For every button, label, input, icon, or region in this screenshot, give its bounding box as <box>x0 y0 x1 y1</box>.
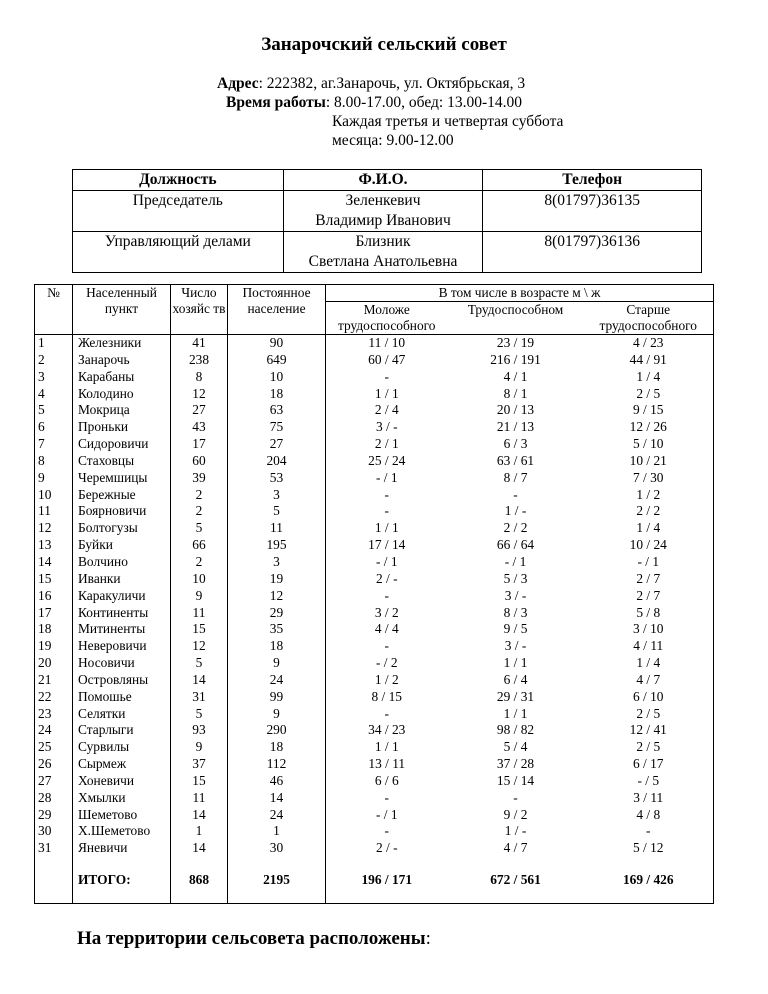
num-cell: 17 <box>35 605 73 622</box>
settlement-header: Населенный пункт <box>73 285 171 335</box>
name-cell: Близник Светлана Анатольевна <box>283 232 483 273</box>
settlement-cell: Черемшицы <box>73 470 171 487</box>
households-cell: 12 <box>171 638 228 655</box>
young-cell: - <box>384 823 389 839</box>
older-cell: 10 / 21 <box>584 453 714 470</box>
working-cell: - <box>513 789 518 805</box>
num-cell: 21 <box>35 672 73 689</box>
num-cell: 24 <box>35 722 73 739</box>
settlement-cell: Старлыги <box>73 722 171 739</box>
settlement-cell: Хоневичи <box>73 773 171 790</box>
young-cell: - / 2 <box>375 655 398 671</box>
num-cell: 18 <box>35 621 73 638</box>
households-cell: 14 <box>171 807 228 824</box>
table-row <box>35 386 714 403</box>
settlement-cell: Сурвилы <box>73 739 171 756</box>
young-header: Моложе трудоспособного <box>326 302 448 335</box>
young-cell: 60 / 47 <box>368 351 406 367</box>
households-cell: 5 <box>171 706 228 723</box>
phone-cell: 8(01797)36135 <box>483 191 702 232</box>
young-cell: 13 / 11 <box>368 756 406 772</box>
position-cell: Управляющий делами <box>73 232 284 273</box>
older-cell: 1 / 4 <box>584 520 714 537</box>
young-cell: - <box>384 705 389 721</box>
subheading-text: На территории сельсовета расположены <box>77 928 426 949</box>
working-cell: 29 / 31 <box>496 688 535 704</box>
working-cell: 8 / 1 <box>503 385 528 401</box>
section-subheading <box>77 928 431 950</box>
working-cell: 66 / 64 <box>496 537 535 553</box>
num-cell: 22 <box>35 689 73 706</box>
num-cell: 10 <box>35 487 73 504</box>
table-row <box>35 402 714 419</box>
older-cell: 12 / 41 <box>584 722 714 739</box>
settlement-cell: Буйки <box>73 537 171 554</box>
permanent-cell: 18 <box>228 638 326 655</box>
older-cell: 7 / 30 <box>584 470 714 487</box>
permanent-cell: 3 <box>228 487 326 504</box>
permanent-cell: 9 <box>228 655 326 672</box>
young-cell: 11 / 10 <box>368 335 406 350</box>
working-cell: - <box>513 486 518 502</box>
settlement-cell: Проньки <box>73 419 171 436</box>
num-cell: 15 <box>35 571 73 588</box>
young-cell: 2 / 4 <box>374 402 399 418</box>
households-cell: 43 <box>171 419 228 436</box>
table-row <box>35 487 714 504</box>
working-cell: 21 / 13 <box>496 419 535 435</box>
older-cell: 10 / 24 <box>584 537 714 554</box>
contacts-row <box>73 232 702 273</box>
settlement-cell: Помошье <box>73 689 171 706</box>
population-header-row <box>35 285 714 302</box>
older-cell: 2 / 5 <box>584 706 714 723</box>
working-cell: 37 / 28 <box>496 756 535 772</box>
num-cell: 5 <box>35 402 73 419</box>
households-cell: 11 <box>171 790 228 807</box>
table-row <box>35 503 714 520</box>
older-cell: 6 / 17 <box>584 756 714 773</box>
households-cell: 37 <box>171 756 228 773</box>
working-cell: 63 / 61 <box>496 452 535 468</box>
num-cell: 14 <box>35 554 73 571</box>
households-cell: 2 <box>171 503 228 520</box>
table-row <box>35 739 714 756</box>
households-cell: 10 <box>171 571 228 588</box>
num-cell: 29 <box>35 807 73 824</box>
settlement-cell: Носовичи <box>73 655 171 672</box>
working-cell: 1 / - <box>504 503 527 519</box>
num-cell: 8 <box>35 453 73 470</box>
working-cell: 8 / 3 <box>503 604 528 620</box>
older-cell: 44 / 91 <box>584 352 714 369</box>
table-row <box>35 840 714 857</box>
young-cell: 3 / 2 <box>374 604 399 620</box>
settlement-cell: ИТОГО: <box>73 857 171 904</box>
households-cell: 2 <box>171 554 228 571</box>
table-row <box>35 689 714 706</box>
older-cell: 2 / 7 <box>584 588 714 605</box>
table-row <box>35 436 714 453</box>
num-cell: 30 <box>35 823 73 840</box>
older-cell: 169 / 426 <box>584 857 714 904</box>
num-cell: 1 <box>35 335 73 352</box>
table-row <box>35 773 714 790</box>
settlement-cell: Неверовичи <box>73 638 171 655</box>
position-header: Должность <box>73 170 284 191</box>
young-cell: - <box>384 789 389 805</box>
young-cell: 6 / 6 <box>374 772 399 788</box>
settlement-cell: Стаховцы <box>73 453 171 470</box>
older-cell: 3 / 11 <box>584 790 714 807</box>
households-cell: 17 <box>171 436 228 453</box>
households-cell: 15 <box>171 621 228 638</box>
permanent-cell: 649 <box>228 352 326 369</box>
permanent-cell: 3 <box>228 554 326 571</box>
households-cell: 11 <box>171 605 228 622</box>
older-cell: 6 / 10 <box>584 689 714 706</box>
subheading-colon: : <box>425 928 431 949</box>
households-cell: 9 <box>171 588 228 605</box>
settlement-cell: Боярновичи <box>73 503 171 520</box>
table-row <box>35 537 714 554</box>
young-cell: 8 / 15 <box>371 688 402 704</box>
permanent-header: Постоянное население <box>228 285 326 335</box>
working-cell: - / 1 <box>504 553 527 569</box>
permanent-cell: 30 <box>228 840 326 857</box>
working-cell: 9 / 2 <box>503 806 528 822</box>
older-cell: 5 / 10 <box>584 436 714 453</box>
households-cell: 238 <box>171 352 228 369</box>
households-cell: 39 <box>171 470 228 487</box>
table-row <box>35 554 714 571</box>
older-cell: 12 / 26 <box>584 419 714 436</box>
households-cell: 5 <box>171 655 228 672</box>
older-cell: 1 / 4 <box>584 655 714 672</box>
phone-cell: 8(01797)36136 <box>483 232 702 273</box>
young-cell: - <box>384 638 389 654</box>
young-cell: - <box>384 368 389 384</box>
older-cell: 5 / 12 <box>584 840 714 857</box>
settlement-cell: Х.Шеметово <box>73 823 171 840</box>
num-cell: 19 <box>35 638 73 655</box>
permanent-cell: 90 <box>228 335 326 352</box>
working-cell: 6 / 3 <box>503 436 528 452</box>
saturday-line-2: месяца: 9.00-12.00 <box>332 132 454 149</box>
older-cell: - / 5 <box>584 773 714 790</box>
households-cell: 14 <box>171 840 228 857</box>
table-row <box>35 352 714 369</box>
permanent-cell: 9 <box>228 706 326 723</box>
working-cell: 9 / 5 <box>503 621 528 637</box>
permanent-cell: 195 <box>228 537 326 554</box>
older-cell: 2 / 2 <box>584 503 714 520</box>
num-cell: 20 <box>35 655 73 672</box>
settlement-cell: Яневичи <box>73 840 171 857</box>
working-cell: 98 / 82 <box>496 722 535 738</box>
contacts-header-row <box>73 170 702 191</box>
num-cell: 6 <box>35 419 73 436</box>
settlement-cell: Железники <box>73 335 171 352</box>
households-cell: 9 <box>171 739 228 756</box>
households-cell: 41 <box>171 335 228 352</box>
young-cell: 2 / - <box>375 570 398 586</box>
older-cell: 4 / 7 <box>584 672 714 689</box>
households-cell: 5 <box>171 520 228 537</box>
hours-value: : 8.00-17.00, обед: 13.00-14.00 <box>325 94 523 111</box>
older-cell: 2 / 7 <box>584 571 714 588</box>
table-row <box>35 419 714 436</box>
table-row <box>35 571 714 588</box>
settlement-cell: Волчино <box>73 554 171 571</box>
settlement-cell: Островляны <box>73 672 171 689</box>
older-cell: - / 1 <box>584 554 714 571</box>
older-cell: 1 / 2 <box>584 487 714 504</box>
table-row <box>35 756 714 773</box>
permanent-cell: 2195 <box>228 857 326 904</box>
address-value: : 222382, аг.Занарочь, ул. Октябрьская, 3 <box>258 75 526 92</box>
young-cell: 2 / - <box>375 840 398 856</box>
older-cell: 4 / 23 <box>584 335 714 352</box>
older-cell: 1 / 4 <box>584 369 714 386</box>
settlement-cell: Болтогузы <box>73 520 171 537</box>
working-cell: 1 / 1 <box>503 655 528 671</box>
page-title: Занарочский сельский совет <box>261 34 507 55</box>
permanent-cell: 99 <box>228 689 326 706</box>
position-cell: Председатель <box>73 191 284 232</box>
table-row <box>35 790 714 807</box>
population-table <box>34 284 714 904</box>
young-cell: 1 / 1 <box>374 385 399 401</box>
permanent-cell: 290 <box>228 722 326 739</box>
older-cell: 4 / 11 <box>584 638 714 655</box>
settlement-cell: Колодино <box>73 386 171 403</box>
num-cell: 4 <box>35 386 73 403</box>
settlement-cell: Хмылки <box>73 790 171 807</box>
permanent-cell: 29 <box>228 605 326 622</box>
working-cell: 4 / 1 <box>503 368 528 384</box>
households-cell: 66 <box>171 537 228 554</box>
settlement-cell: Митиненты <box>73 621 171 638</box>
permanent-cell: 24 <box>228 807 326 824</box>
working-cell: 672 / 561 <box>448 857 584 904</box>
working-cell: 15 / 14 <box>496 772 535 788</box>
permanent-cell: 46 <box>228 773 326 790</box>
table-row <box>35 369 714 386</box>
num-cell: 27 <box>35 773 73 790</box>
table-row <box>35 470 714 487</box>
table-row <box>35 823 714 840</box>
settlement-cell: Занарочь <box>73 352 171 369</box>
older-cell: - <box>584 823 714 840</box>
num-cell: 16 <box>35 588 73 605</box>
table-row <box>35 335 714 352</box>
settlement-cell: Иванки <box>73 571 171 588</box>
permanent-cell: 19 <box>228 571 326 588</box>
permanent-cell: 18 <box>228 739 326 756</box>
households-header: Число хозяйс тв <box>171 285 228 335</box>
young-cell: 1 / 2 <box>374 671 399 687</box>
table-row <box>35 807 714 824</box>
households-cell: 2 <box>171 487 228 504</box>
contacts-table <box>72 169 702 273</box>
households-cell: 27 <box>171 402 228 419</box>
table-row <box>35 621 714 638</box>
young-cell: 196 / 171 <box>326 857 448 904</box>
table-row <box>35 722 714 739</box>
young-cell: - <box>384 486 389 502</box>
permanent-cell: 11 <box>228 520 326 537</box>
permanent-cell: 18 <box>228 386 326 403</box>
table-row <box>35 453 714 470</box>
hours-label: Время работы <box>226 94 326 111</box>
permanent-cell: 14 <box>228 790 326 807</box>
working-cell: 6 / 4 <box>503 671 528 687</box>
households-cell: 31 <box>171 689 228 706</box>
permanent-cell: 12 <box>228 588 326 605</box>
address-line <box>217 74 525 93</box>
households-cell: 12 <box>171 386 228 403</box>
working-cell: 20 / 13 <box>496 402 535 418</box>
young-cell: 1 / 1 <box>374 739 399 755</box>
num-cell: 12 <box>35 520 73 537</box>
name-cell: Зеленкевич Владимир Иванович <box>283 191 483 232</box>
working-cell: 5 / 4 <box>503 739 528 755</box>
permanent-cell: 63 <box>228 402 326 419</box>
name-header: Ф.И.О. <box>283 170 483 191</box>
num-cell: 23 <box>35 706 73 723</box>
older-header: Старше трудоспособного <box>584 302 714 335</box>
young-cell: 17 / 14 <box>368 537 406 553</box>
num-cell: 2 <box>35 352 73 369</box>
households-cell: 868 <box>171 857 228 904</box>
num-cell: 26 <box>35 756 73 773</box>
address-label: Адрес <box>217 75 259 92</box>
num-cell: 3 <box>35 369 73 386</box>
working-cell: 8 / 7 <box>503 469 528 485</box>
table-row <box>35 520 714 537</box>
working-cell: 23 / 19 <box>496 335 535 350</box>
working-cell: 216 / 191 <box>490 351 541 367</box>
older-cell: 5 / 8 <box>584 605 714 622</box>
young-cell: 1 / 1 <box>374 520 399 536</box>
table-row <box>35 672 714 689</box>
older-cell: 3 / 10 <box>584 621 714 638</box>
young-cell: - / 1 <box>375 469 398 485</box>
settlement-cell: Карабаны <box>73 369 171 386</box>
permanent-cell: 204 <box>228 453 326 470</box>
phone-header: Телефон <box>483 170 702 191</box>
households-cell: 93 <box>171 722 228 739</box>
table-row <box>35 605 714 622</box>
households-cell: 15 <box>171 773 228 790</box>
older-cell: 2 / 5 <box>584 739 714 756</box>
settlement-cell: Сырмеж <box>73 756 171 773</box>
age-group-header: В том числе в возрасте м \ ж <box>326 285 714 302</box>
settlement-cell: Континенты <box>73 605 171 622</box>
num-cell <box>35 857 73 904</box>
permanent-cell: 10 <box>228 369 326 386</box>
young-cell: 34 / 23 <box>368 722 406 738</box>
contacts-row <box>73 191 702 232</box>
permanent-cell: 112 <box>228 756 326 773</box>
table-row <box>35 588 714 605</box>
young-cell: 25 / 24 <box>368 452 406 468</box>
young-cell: 3 / - <box>375 419 398 435</box>
households-cell: 60 <box>171 453 228 470</box>
num-cell: 31 <box>35 840 73 857</box>
settlement-cell: Сидоровичи <box>73 436 171 453</box>
saturday-line-1: Каждая третья и четвертая суббота <box>332 113 564 130</box>
young-cell: - <box>384 503 389 519</box>
working-cell: 3 / - <box>504 587 527 603</box>
working-header: Трудоспособном <box>448 302 584 335</box>
working-cell: 3 / - <box>504 638 527 654</box>
young-cell: - / 1 <box>375 806 398 822</box>
older-cell: 9 / 15 <box>584 402 714 419</box>
young-cell: - / 1 <box>375 553 398 569</box>
num-cell: 11 <box>35 503 73 520</box>
permanent-cell: 24 <box>228 672 326 689</box>
young-cell: 2 / 1 <box>374 436 399 452</box>
settlement-cell: Бережные <box>73 487 171 504</box>
num-cell: 25 <box>35 739 73 756</box>
working-cell: 1 / - <box>504 823 527 839</box>
num-cell: 13 <box>35 537 73 554</box>
young-cell: - <box>384 587 389 603</box>
households-cell: 8 <box>171 369 228 386</box>
permanent-cell: 75 <box>228 419 326 436</box>
settlement-cell: Селятки <box>73 706 171 723</box>
num-cell: 9 <box>35 470 73 487</box>
table-row <box>35 638 714 655</box>
working-cell: 2 / 2 <box>503 520 528 536</box>
older-cell: 2 / 5 <box>584 386 714 403</box>
working-cell: 4 / 7 <box>503 840 528 856</box>
num-cell: 28 <box>35 790 73 807</box>
permanent-cell: 27 <box>228 436 326 453</box>
table-row <box>35 655 714 672</box>
households-cell: 1 <box>171 823 228 840</box>
permanent-cell: 35 <box>228 621 326 638</box>
households-cell: 14 <box>171 672 228 689</box>
settlement-cell: Каракуличи <box>73 588 171 605</box>
working-cell: 5 / 3 <box>503 570 528 586</box>
permanent-cell: 1 <box>228 823 326 840</box>
young-cell: 4 / 4 <box>374 621 399 637</box>
permanent-cell: 53 <box>228 470 326 487</box>
settlement-cell: Шеметово <box>73 807 171 824</box>
settlement-cell: Мокрица <box>73 402 171 419</box>
hours-line <box>226 93 522 112</box>
older-cell: 4 / 8 <box>584 807 714 824</box>
working-cell: 1 / 1 <box>503 705 528 721</box>
total-row <box>35 857 714 904</box>
permanent-cell: 5 <box>228 503 326 520</box>
num-cell: 7 <box>35 436 73 453</box>
table-row <box>35 706 714 723</box>
num-header: № <box>35 285 73 335</box>
